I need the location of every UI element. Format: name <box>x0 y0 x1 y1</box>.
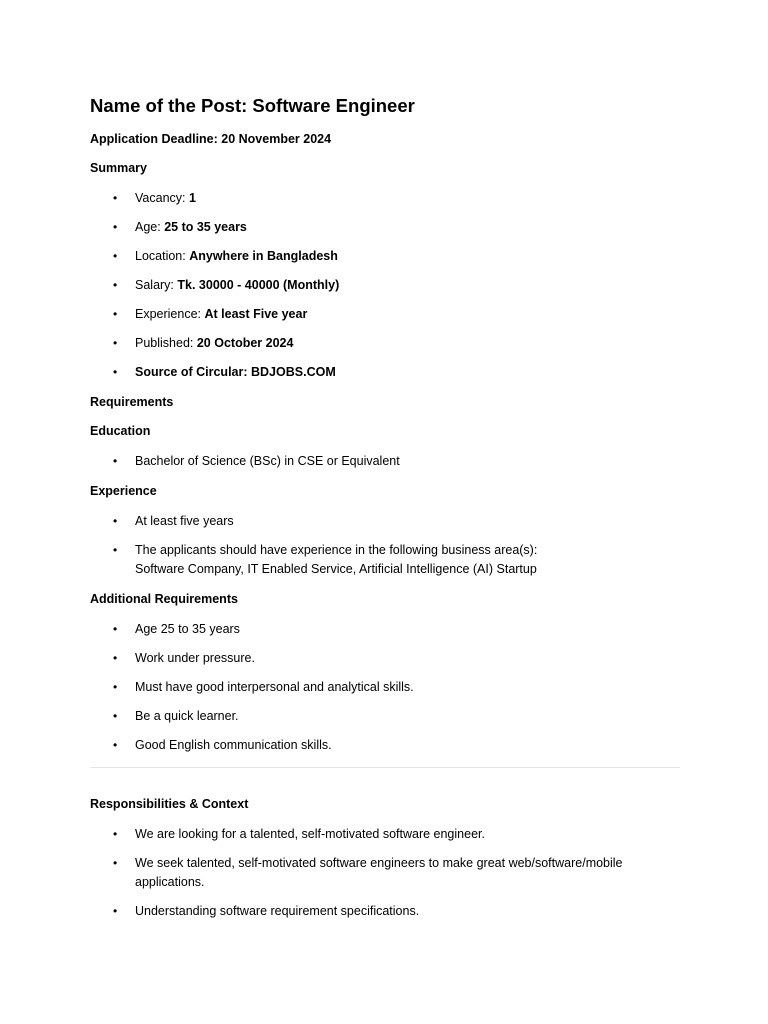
summary-item-age <box>90 218 680 237</box>
summary-item-location <box>90 247 680 266</box>
bullet-icon: • <box>113 191 118 205</box>
summary-item-salary <box>90 276 680 295</box>
job-circular <box>90 94 680 933</box>
responsibility-item-text: We are looking for a talented, self-motivated software engineer. <box>135 827 485 841</box>
summary-item-source <box>90 363 680 382</box>
requirements-heading: Requirements <box>90 395 174 409</box>
summary-label: Location: <box>135 249 190 263</box>
list-item <box>90 736 680 755</box>
additional-requirements-list <box>90 620 680 755</box>
education-list <box>90 452 680 471</box>
list-item <box>90 707 680 726</box>
application-deadline: Application Deadline: 20 November 2024 <box>90 132 332 146</box>
bullet-icon: • <box>113 543 118 557</box>
list-item <box>90 452 680 471</box>
summary-value: Tk. 30000 - 40000 (Monthly) <box>177 278 340 292</box>
post-title: Name of the Post: Software Engineer <box>90 95 415 116</box>
additional-requirements-heading: Additional Requirements <box>90 592 238 606</box>
list-item <box>90 649 680 668</box>
list-item <box>90 512 680 531</box>
summary-item-experience <box>90 305 680 324</box>
bullet-icon: • <box>113 307 118 321</box>
additional-item-text: Age 25 to 35 years <box>135 622 240 636</box>
responsibilities-list <box>90 825 680 921</box>
summary-value: 1 <box>188 191 196 205</box>
list-item <box>90 620 680 639</box>
summary-label: Vacancy: <box>135 191 189 205</box>
summary-label: Age: <box>135 220 165 234</box>
summary-value: 25 to 35 years <box>164 220 247 234</box>
bullet-icon: • <box>113 856 118 870</box>
summary-label: Salary: <box>135 278 178 292</box>
source-of-circular: Source of Circular: BDJOBS.COM <box>135 365 336 379</box>
responsibilities-heading: Responsibilities & Context <box>90 797 249 811</box>
bullet-icon: • <box>113 651 118 665</box>
bullet-icon: • <box>113 904 118 918</box>
additional-item-text: Work under pressure. <box>135 651 255 665</box>
list-item <box>90 541 680 579</box>
bullet-icon: • <box>113 680 118 694</box>
summary-value: At least Five year <box>204 307 308 321</box>
additional-item-text: Be a quick learner. <box>135 709 239 723</box>
section-divider <box>90 767 680 768</box>
summary-label: Published: <box>135 336 197 350</box>
experience-list <box>90 512 680 579</box>
summary-list <box>90 189 680 382</box>
additional-item-text: Good English communication skills. <box>135 738 332 752</box>
education-heading: Education <box>90 424 151 438</box>
business-areas: Software Company, IT Enabled Service, Artificial Intelligence (AI) Startup <box>135 562 537 576</box>
summary-item-published <box>90 334 680 353</box>
summary-value: Anywhere in Bangladesh <box>189 249 338 263</box>
experience-item-text: At least five years <box>135 514 234 528</box>
bullet-icon: • <box>113 827 118 841</box>
bullet-icon: • <box>113 365 118 379</box>
list-item <box>90 825 680 844</box>
bullet-icon: • <box>113 278 118 292</box>
summary-value: 20 October 2024 <box>196 336 294 350</box>
summary-item-vacancy <box>90 189 680 208</box>
list-item <box>90 854 680 892</box>
summary-heading: Summary <box>90 161 147 175</box>
bullet-icon: • <box>113 738 118 752</box>
summary-label: Experience: <box>135 307 205 321</box>
bullet-icon: • <box>113 454 118 468</box>
responsibility-item-text: We seek talented, self-motivated software engineers to make great web/software/mobile applications. <box>135 856 623 889</box>
bullet-icon: • <box>113 220 118 234</box>
bullet-icon: • <box>113 336 118 350</box>
additional-item-text: Must have good interpersonal and analytical skills. <box>135 680 414 694</box>
education-item-text: Bachelor of Science (BSc) in CSE or Equivalent <box>135 454 400 468</box>
responsibility-item-text: Understanding software requirement specifications. <box>135 904 420 918</box>
experience-item-text: The applicants should have experience in the following business area(s): <box>135 543 538 557</box>
bullet-icon: • <box>113 709 118 723</box>
bullet-icon: • <box>113 249 118 263</box>
experience-heading: Experience <box>90 484 157 498</box>
list-item <box>90 902 680 921</box>
bullet-icon: • <box>113 514 118 528</box>
bullet-icon: • <box>113 622 118 636</box>
list-item <box>90 678 680 697</box>
